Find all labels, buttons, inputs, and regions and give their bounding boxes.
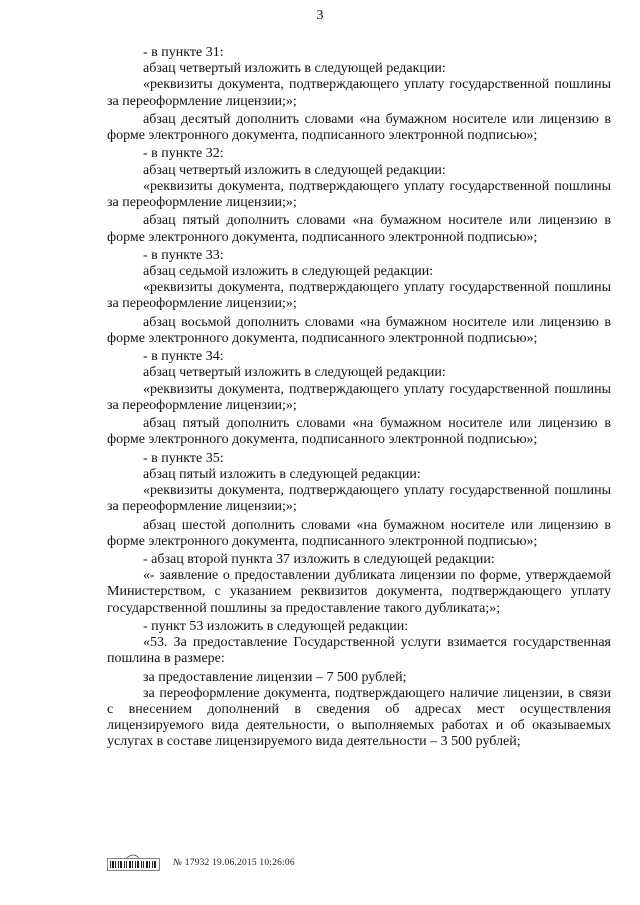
paragraph: - абзац второй пункта 37 изложить в следующей редакции:: [143, 552, 495, 568]
paragraph: «реквизиты документа, подтверждающего уплату государственной пошлины за переоформление лицензии;»;: [107, 483, 611, 515]
paragraph: «реквизиты документа, подтверждающего уплату государственной пошлины за переоформление лицензии;»;: [107, 280, 611, 312]
paragraph: - в пункте 32:: [143, 146, 224, 162]
paragraph: - в пункте 31:: [143, 45, 224, 60]
paragraph: абзац четвертый изложить в следующей редакции:: [143, 365, 446, 381]
number-sign: №: [173, 858, 183, 868]
paragraph: - в пункте 34:: [143, 349, 224, 365]
paragraph: абзац пятый дополнить словами «на бумажном носителе или лицензию в форме электронного документа, подписанного электронной подписью»;: [107, 416, 611, 448]
document-datetime: 19.06.2015 10:26:06: [212, 858, 295, 868]
paragraph: абзац пятый изложить в следующей редакции:: [143, 466, 421, 482]
document-registration: [173, 858, 295, 868]
document-number: 17932: [184, 858, 210, 868]
paragraph: абзац четвертый изложить в следующей редакции:: [143, 61, 446, 77]
paragraph: «реквизиты документа, подтверждающего уплату государственной пошлины за переоформление лицензии;»;: [107, 77, 611, 109]
paragraph: абзац седьмой изложить в следующей редакции:: [143, 264, 434, 280]
paragraph: абзац восьмой дополнить словами «на бумажном носителе или лицензию в форме электронного документа, подписанного электронной подписью»;: [107, 314, 611, 346]
paragraph: «53. За предоставление Государственной услуги взимается государственная пошлина в размере:: [107, 635, 611, 667]
paragraph: за переоформление документа, подтверждающего наличие лицензии, в связи с внесением дополнений в сведения об адресах мест осуществления лицензируемого вида деятельности, о выполняемых работах и об оказываемых услугах в составе лицензируемого вида деятельности – 3 500 рублей;: [107, 685, 611, 750]
paragraph: - пункт 53 изложить в следующей редакции:: [143, 618, 409, 634]
paragraph: «- заявление о предоставлении дубликата лицензии по форме, утверждаемой Министерством, с указанием реквизитов документа, подтверждающего уплату государственной пошлины за предоставление такого дубликата;»;: [107, 568, 611, 616]
paragraph: абзац шестой дополнить словами «на бумажном носителе или лицензию в форме электронного документа, подписанного электронной подписью»;: [107, 517, 611, 549]
page-number: 3: [316, 8, 324, 23]
paragraph: абзац десятый дополнить словами «на бумажном носителе или лицензию в форме электронного документа, подписанного электронной подписью»;: [107, 111, 611, 144]
paragraph: - в пункте 33:: [143, 247, 224, 263]
footer: [107, 852, 407, 874]
paragraph: - в пункте 35:: [143, 450, 224, 466]
paragraph: за предоставление лицензии – 7 500 рублей;: [143, 669, 407, 685]
paragraph: «реквизиты документа, подтверждающего уплату государственной пошлины за переоформление лицензии;»;: [107, 381, 611, 413]
paragraph: абзац пятый дополнить словами «на бумажном носителе или лицензию в форме электронного документа, подписанного электронной подписью»;: [107, 213, 611, 245]
paragraph: абзац четвертый изложить в следующей редакции:: [143, 162, 446, 178]
document-body: [107, 45, 611, 751]
barcode-stamp-icon: [107, 852, 167, 874]
paragraph: «реквизиты документа, подтверждающего уплату государственной пошлины за переоформление лицензии;»;: [107, 178, 611, 211]
